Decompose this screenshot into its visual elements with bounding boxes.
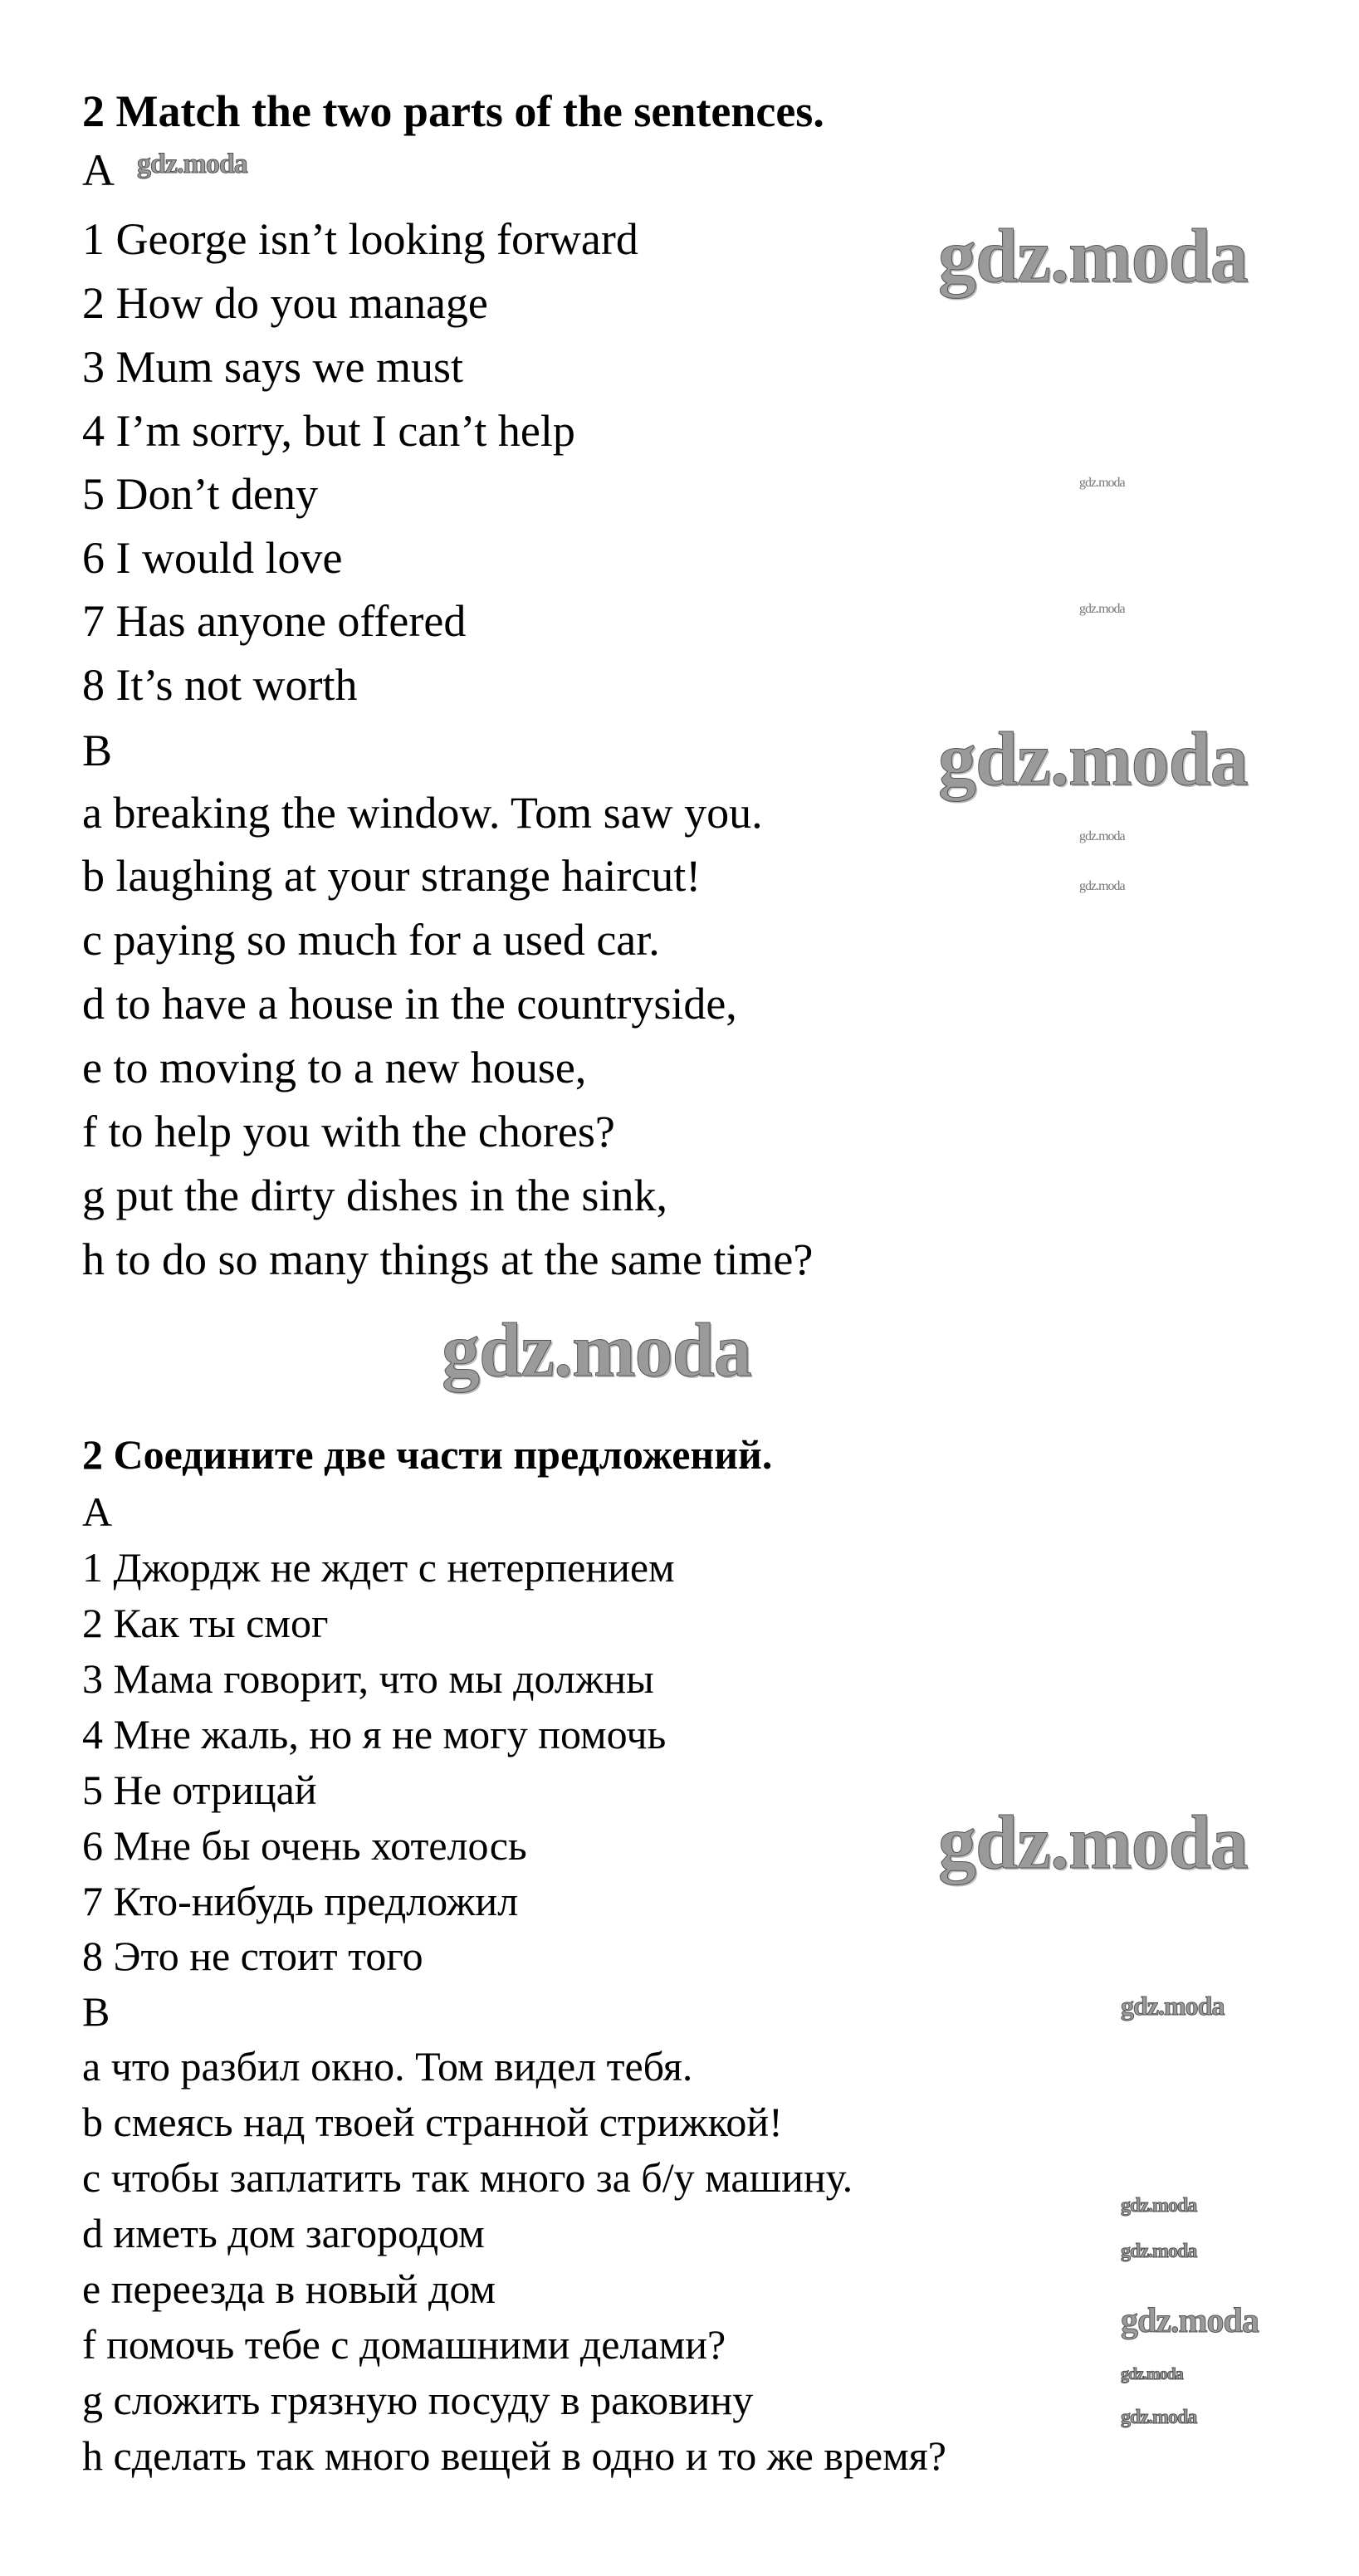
watermark-logo: gdz.moda	[938, 213, 1248, 298]
list-item: e переезда в новый дом	[82, 2266, 496, 2312]
watermark-logo: gdz.moda	[137, 149, 247, 179]
list-item: g put the dirty dishes in the sink,	[82, 1171, 667, 1220]
list-item: f помочь тебе с домашними делами?	[82, 2321, 726, 2368]
list-item: a breaking the window. Tom saw you.	[82, 788, 763, 838]
list-item: a что разбил окно. Том видел тебя.	[82, 2043, 693, 2090]
exercise-title-russian: 2 Соедините две части предложений.	[82, 1431, 773, 1478]
section-a-label: A	[82, 145, 115, 195]
list-item: 5 Don’t deny	[82, 469, 318, 519]
list-item: 6 I would love	[82, 533, 343, 583]
list-item: c paying so much for a used car.	[82, 915, 660, 965]
list-item: d to have a house in the countryside,	[82, 979, 737, 1029]
list-item: 8 Это не стоит того	[82, 1933, 423, 1979]
list-item: 4 I’m sorry, but I can’t help	[82, 406, 575, 456]
list-item: d иметь дом загородом	[82, 2210, 485, 2256]
watermark-logo: gdz.moda	[1121, 2407, 1197, 2428]
watermark-logo: gdz.moda	[1121, 2195, 1197, 2217]
section-b-label: B	[82, 726, 113, 775]
watermark-logo: gdz.moda	[938, 716, 1248, 801]
watermark-logo: gdz.moda	[1079, 829, 1125, 843]
list-item: 5 Не отрицай	[82, 1767, 317, 1813]
watermark-logo: gdz.moda	[1079, 476, 1125, 490]
list-item: f to help you with the chores?	[82, 1107, 615, 1156]
exercise-title-english: 2 Match the two parts of the sentences.	[82, 86, 824, 136]
section-b-label: B	[82, 1988, 110, 2035]
watermark-logo: gdz.moda	[1079, 602, 1125, 616]
list-item: h to do so many things at the same time?	[82, 1234, 814, 1284]
list-item: h сделать так много вещей в одно и то же время?	[82, 2432, 946, 2479]
list-item: 4 Мне жаль, но я не могу помочь	[82, 1711, 667, 1757]
watermark-logo: gdz.moda	[1121, 2241, 1197, 2262]
list-item: 2 Как ты смог	[82, 1600, 329, 1646]
list-item: 1 Джордж не ждет с нетерпением	[82, 1544, 675, 1591]
list-item: g сложить грязную посуду в раковину	[82, 2377, 754, 2423]
list-item: b смеясь над твоей странной стрижкой!	[82, 2099, 783, 2145]
list-item: b laughing at your strange haircut!	[82, 851, 701, 901]
list-item: e to moving to a new house,	[82, 1043, 587, 1092]
list-item: 7 Has anyone offered	[82, 596, 467, 646]
watermark-logo: gdz.moda	[442, 1308, 751, 1392]
list-item: 7 Кто-нибудь предложил	[82, 1878, 519, 1924]
watermark-logo: gdz.moda	[1121, 2365, 1183, 2383]
list-item: 2 How do you manage	[82, 278, 488, 328]
list-item: 8 It’s not worth	[82, 660, 358, 710]
watermark-logo: gdz.moda	[1121, 2302, 1259, 2340]
watermark-logo: gdz.moda	[1079, 879, 1125, 893]
list-item: 6 Мне бы очень хотелось	[82, 1822, 527, 1869]
watermark-logo: gdz.moda	[1121, 1991, 1225, 2021]
list-item: 3 Мама говорит, что мы должны	[82, 1655, 654, 1702]
watermark-logo: gdz.moda	[938, 1800, 1248, 1884]
list-item: 3 Mum says we must	[82, 342, 463, 392]
list-item: 1 George isn’t looking forward	[82, 214, 638, 264]
section-a-label: A	[82, 1488, 113, 1535]
list-item: c чтобы заплатить так много за б/у машину.	[82, 2154, 853, 2201]
